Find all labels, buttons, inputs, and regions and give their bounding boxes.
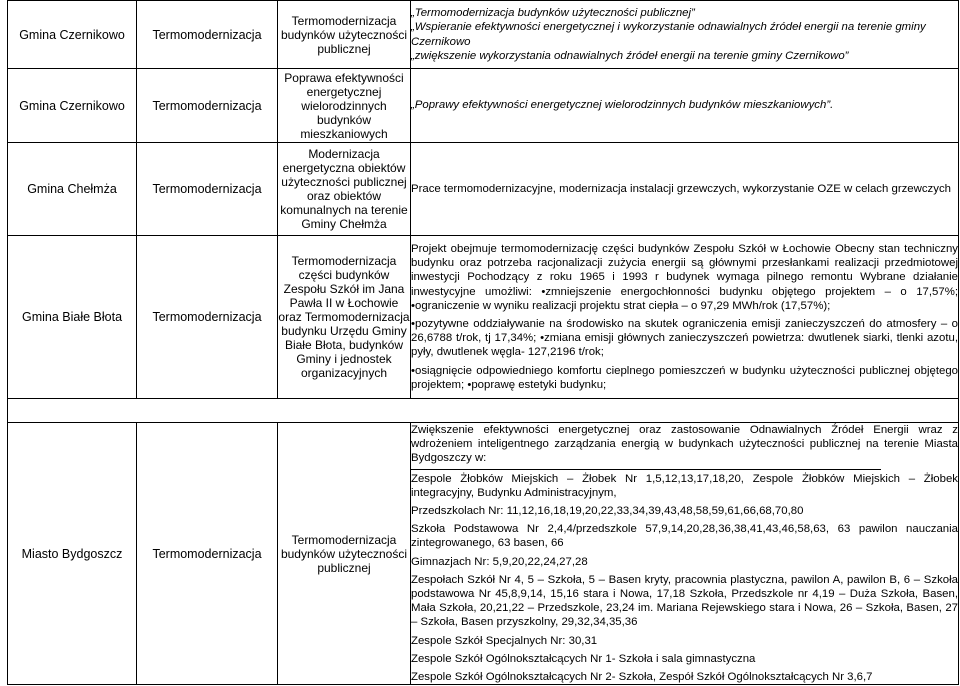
category-cell: Termomodernizacja	[137, 1, 278, 69]
table-row	[8, 423, 959, 685]
project-title-cell: Termomodernizacja budynków użyteczności publicznej	[278, 1, 411, 69]
projects-table	[7, 0, 959, 685]
table-row	[8, 1, 959, 69]
table-row	[8, 236, 959, 399]
divider	[411, 469, 881, 470]
gmina-cell: Miasto Bydgoszcz	[8, 423, 137, 685]
table-row	[8, 143, 959, 236]
project-title-cell: Termomodernizacja części budynków Zespołu Szkół im Jana Pawła II w Łochowie oraz Termomodernizacja budynku Urzędu Gminy Białe Błota, budynków Gminy i jednostek organizacyjnych	[278, 236, 411, 399]
project-title-cell: Termomodernizacja budynków użyteczności publicznej	[278, 423, 411, 685]
description-cell	[411, 1, 959, 69]
description-line: Szkoła Podstawowa Nr 2,4,4/przedszkole 57,9,14,20,28,36,38,41,43,46,58,63, 63 pawilon nauczania zintegrowanego, 63 basen, 66	[411, 523, 958, 550]
description-line: „Termomodernizacja budynków użyteczności publicznej”	[411, 7, 695, 20]
table-row	[8, 69, 959, 143]
category-cell: Termomodernizacja	[137, 143, 278, 236]
gmina-cell: Gmina Chełmża	[8, 143, 137, 236]
description-line: Projekt obejmuje termomodernizację części budynków Zespołu Szkół w Łochowie Obecny stan techniczny budynku oraz potrzeba racjonalizacji zużycia energii są głównymi przesłankami realizacji przedmiotowej inwestycji Pochodzący z roku 1965 i 1993 r budynek wymaga pilnego remontu Wybrane działanie inwestycyjne umożliwi: •zmniejszenie energochłonności budynku objętego projektem – o 17,57%; •ograniczenie w wyniku realizacji projektu strat ciepła – o 97,29 MWh/rok (17,57%);	[411, 242, 958, 312]
description-line: Zespole Żłobków Miejskich – Żłobek Nr 1,5,12,13,17,18,20, Zespole Żłobków Miejskich – Żłobek integracyjny, Budynku Administracyjnym,	[411, 472, 958, 499]
description-line: Zwiększenie efektywności energetycznej oraz zastosowanie Odnawialnych Źródeł Energii wraz z wdrożeniem inteligentnego zarządzania energią w budynkach użyteczności publicznej na terenie Miasta Bydgoszczy w:	[411, 424, 958, 465]
category-cell: Termomodernizacja	[137, 423, 278, 685]
description-line: Gimnazjach Nr: 5,9,20,22,24,27,28	[411, 555, 588, 568]
gmina-cell: Gmina Czernikowo	[8, 69, 137, 143]
description-cell	[411, 143, 959, 236]
description-cell	[411, 423, 959, 685]
description-line: Zespole Szkół Specjalnych Nr: 30,31	[411, 634, 598, 647]
gmina-cell: Gmina Białe Błota	[8, 236, 137, 399]
description-line: •osiągnięcie odpowiedniego komfortu cieplnego pomieszczeń w budynku użyteczności publicznej objętego projektem; •poprawę estetyki budynku;	[411, 364, 958, 391]
table-spacer-row	[8, 399, 959, 423]
description-line: Zespołach Szkół Nr 4, 5 – Szkoła, 5 – Basen kryty, pracownia plastyczna, pawilon A, pawilon B, 6 – Szkoła podstawowa Nr 45,8,9,14, 15,16 stara i Nowa, 17,18 Szkoła, Przedszkole nr 4,19 – Duża Szkoła, Basen, Mała Szkoła, 20,21,22 – Przedszkole, 23,24 im. Mariana Rejewskiego stara i Nowa, 26 – Szkoła, Basen, 27 – Szkoła, Basen przyszkolny, 29,32,34,35,36	[411, 573, 958, 629]
category-cell: Termomodernizacja	[137, 236, 278, 399]
project-title-cell: Modernizacja energetyczna obiektów użyteczności publicznej oraz obiektów komunalnych na terenie Gminy Chełmża	[278, 143, 411, 236]
description-line: Prace termomodernizacyjne, modernizacja instalacji grzewczych, wykorzystanie OZE w celach grzewczych	[411, 182, 951, 195]
description-line: •pozytywne oddziaływanie na środowisko na skutek ograniczenia emisji zanieczyszczeń do atmosfery – o 26,6788 t/rok, tj 17,34%; •zmiana emisji głównych zanieczyszczeń powietrza: dwutlenek siarki, tlenki azotu, pyły, dwutlenek węgla- 127,2196 t/rok;	[411, 318, 958, 359]
description-line: Przedszkolach Nr: 11,12,16,18,19,20,22,33,34,39,43,48,58,59,61,66,68,70,80	[411, 505, 804, 518]
description-line: „Wspieranie efektywności energetycznej i wykorzystanie odnawialnych źródeł energii na terenie gminy Czernikowo	[411, 21, 926, 48]
description-line: Zespole Szkół Ogólnokształcących Nr 1- Szkoła i sala gimnastyczna	[411, 652, 756, 665]
project-title-cell: Poprawa efektywności energetycznej wielorodzinnych budynków mieszkaniowych	[278, 69, 411, 143]
description-line: „Poprawy efektywności energetycznej wielorodzinnych budynków mieszkaniowych”.	[411, 99, 834, 112]
description-cell	[411, 69, 959, 143]
description-cell	[411, 236, 959, 399]
description-line: Zespole Szkół Ogólnokształcących Nr 2- Szkoła, Zespół Szkół Ogólnokształcących Nr 3,6,7	[411, 671, 873, 684]
category-cell: Termomodernizacja	[137, 69, 278, 143]
gmina-cell: Gmina Czernikowo	[8, 1, 137, 69]
description-line: „zwiększenie wykorzystania odnawialnych źródeł energii na terenie gminy Czernikowo”	[411, 49, 849, 62]
